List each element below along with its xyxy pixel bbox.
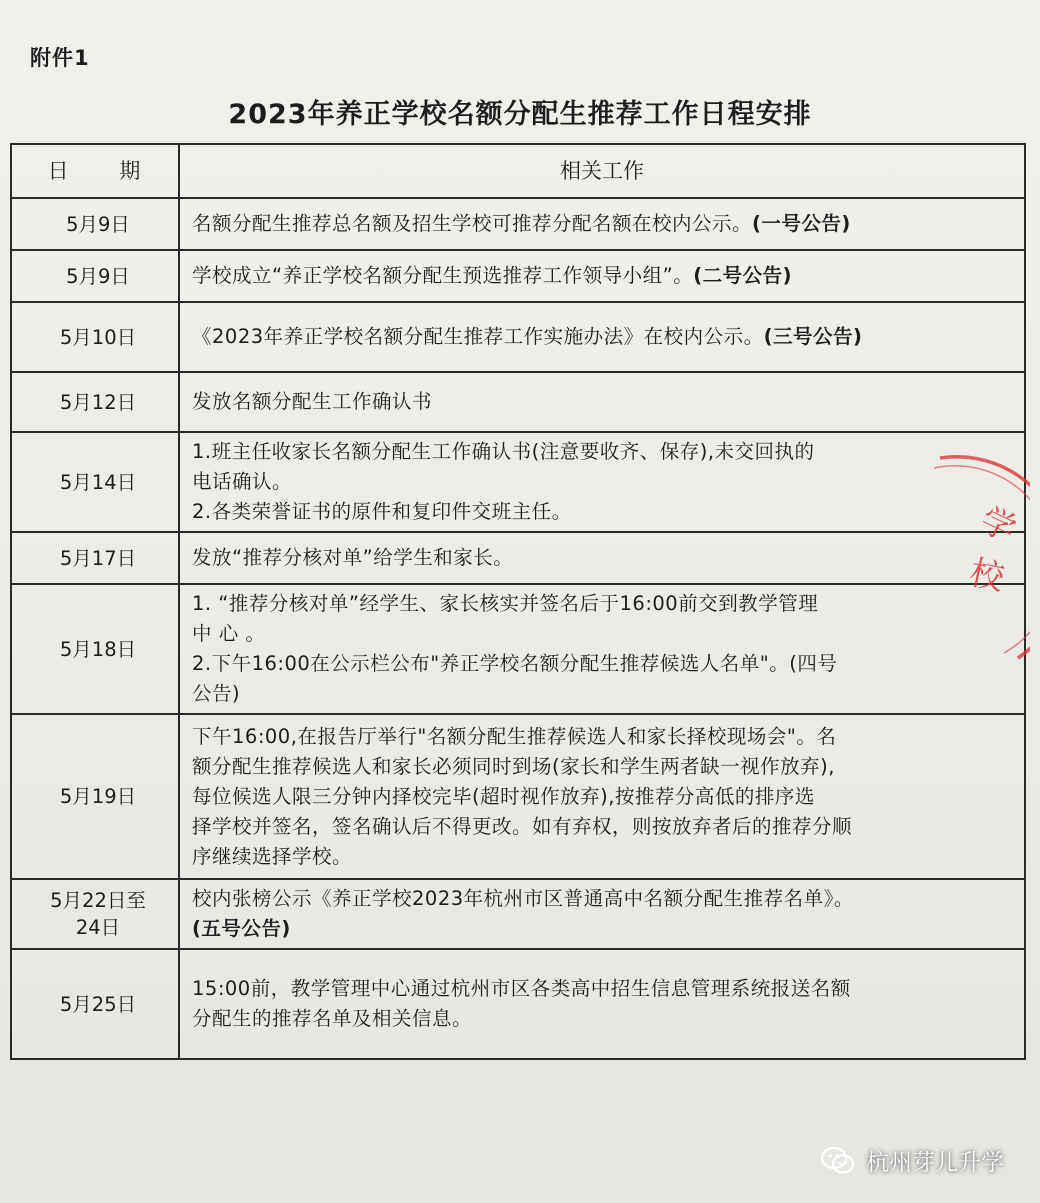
work-text-line: 1. “推荐分核对单”经学生、家长核实并签名后于16:00前交到教学管理 bbox=[192, 592, 819, 615]
work-text-line: 学校成立“养正学校名额分配生预选推荐工作领导小组”。 bbox=[192, 264, 694, 287]
work-cell bbox=[179, 532, 1025, 584]
work-text-line: 择学校并签名，签名确认后不得更改。如有弃权，则按放弃者后的推荐分顺 bbox=[192, 814, 853, 838]
work-text-line: 2.下午16:00在公示栏公布"养正学校名额分配生推荐候选人名单"。(四号 bbox=[192, 652, 838, 675]
work-cell bbox=[179, 879, 1025, 949]
table-row bbox=[11, 714, 1025, 879]
table-row bbox=[11, 198, 1025, 250]
attachment-label: 附件1 bbox=[30, 46, 90, 70]
work-text-line: 2.各类荣誉证书的原件和复印件交班主任。 bbox=[192, 500, 572, 523]
date-cell bbox=[11, 714, 179, 879]
column-header-work: 相关工作 bbox=[179, 144, 1025, 198]
work-cell bbox=[179, 372, 1025, 432]
seal-char-2: 校 bbox=[966, 552, 1008, 599]
date-cell bbox=[11, 584, 179, 714]
date-cell bbox=[11, 432, 179, 532]
work-cell bbox=[179, 949, 1025, 1059]
footer-watermark bbox=[820, 1144, 1004, 1177]
date-text: 5月22日至 bbox=[50, 889, 146, 912]
date-text: 5月9日 bbox=[66, 212, 130, 236]
wechat-icon bbox=[820, 1146, 856, 1176]
date-cell bbox=[11, 198, 179, 250]
work-text-line: 发放“推荐分核对单”给学生和家长。 bbox=[192, 546, 514, 569]
work-text-line: 发放名额分配生工作确认书 bbox=[192, 390, 433, 413]
work-cell bbox=[179, 302, 1025, 372]
date-cell bbox=[11, 879, 179, 949]
date-text: 5月19日 bbox=[59, 785, 137, 808]
work-text-line: 校内张榜公示《养正学校2023年杭州市区普通高中名额分配生推荐名单》。 bbox=[192, 887, 854, 910]
announcement-note: (一号公告) bbox=[752, 212, 851, 235]
date-text: 5月9日 bbox=[66, 264, 130, 288]
work-text-line: 电话确认。 bbox=[192, 470, 293, 493]
date-text: 24日 bbox=[75, 916, 121, 939]
date-text: 5月12日 bbox=[59, 390, 137, 414]
work-text-line: 序继续选择学校。 bbox=[192, 844, 353, 868]
announcement-note: (二号公告) bbox=[693, 264, 793, 287]
announcement-note: (三号公告) bbox=[763, 325, 863, 348]
work-cell bbox=[179, 584, 1025, 714]
work-text-line: 额分配生推荐候选人和家长必须同时到场(家长和学生两者缺一视作放弃), bbox=[192, 754, 835, 778]
date-cell bbox=[11, 302, 179, 372]
schedule-table bbox=[10, 143, 1026, 1060]
seal-char-1: 学 bbox=[974, 499, 1022, 551]
work-cell bbox=[179, 250, 1025, 302]
date-text: 5月14日 bbox=[59, 470, 137, 494]
announcement-note: (五号公告) bbox=[192, 917, 291, 940]
work-text-line: 15:00前，教学管理中心通过杭州市区各类高中招生信息管理系统报送名额 bbox=[192, 977, 851, 1000]
work-cell bbox=[179, 198, 1025, 250]
date-cell bbox=[11, 372, 179, 432]
document-title: 2023年养正学校名额分配生推荐工作日程安排 bbox=[228, 99, 812, 130]
date-cell bbox=[11, 949, 179, 1059]
table-row bbox=[11, 949, 1025, 1059]
date-cell bbox=[11, 532, 179, 584]
date-text: 5月25日 bbox=[59, 992, 137, 1016]
work-text-line: 名额分配生推荐总名额及招生学校可推荐分配名额在校内公示。 bbox=[192, 212, 753, 235]
footer-brand-name: 杭州芽儿升学 bbox=[866, 1150, 1004, 1176]
work-text-line: 每位候选人限三分钟内择校完毕(超时视作放弃),按推荐分高低的排序选 bbox=[192, 784, 815, 808]
date-text: 5月18日 bbox=[59, 637, 137, 661]
table-row bbox=[11, 879, 1025, 949]
table-row bbox=[11, 372, 1025, 432]
work-text-line: 分配生的推荐名单及相关信息。 bbox=[192, 1007, 473, 1030]
work-cell bbox=[179, 714, 1025, 879]
work-text-line: 公告) bbox=[192, 682, 241, 705]
date-text: 5月17日 bbox=[59, 546, 137, 570]
date-text: 5月10日 bbox=[59, 325, 137, 349]
work-text-line: 下午16:00,在报告厅举行"名额分配生推荐候选人和家长择校现场会"。名 bbox=[192, 724, 837, 748]
table-row bbox=[11, 532, 1025, 584]
table-row bbox=[11, 432, 1025, 532]
work-text-line: 《2023年养正学校名额分配生推荐工作实施办法》在校内公示。 bbox=[192, 325, 764, 348]
date-cell bbox=[11, 250, 179, 302]
column-header-date: 日 期 bbox=[11, 144, 179, 198]
work-text-line: 1.班主任收家长名额分配生工作确认书(注意要收齐、保存),未交回执的 bbox=[192, 440, 815, 463]
table-header-row bbox=[11, 144, 1025, 198]
work-text-line: 中 心 。 bbox=[192, 622, 266, 645]
table-row bbox=[11, 250, 1025, 302]
work-cell bbox=[179, 432, 1025, 532]
table-row bbox=[11, 302, 1025, 372]
table-row bbox=[11, 584, 1025, 714]
